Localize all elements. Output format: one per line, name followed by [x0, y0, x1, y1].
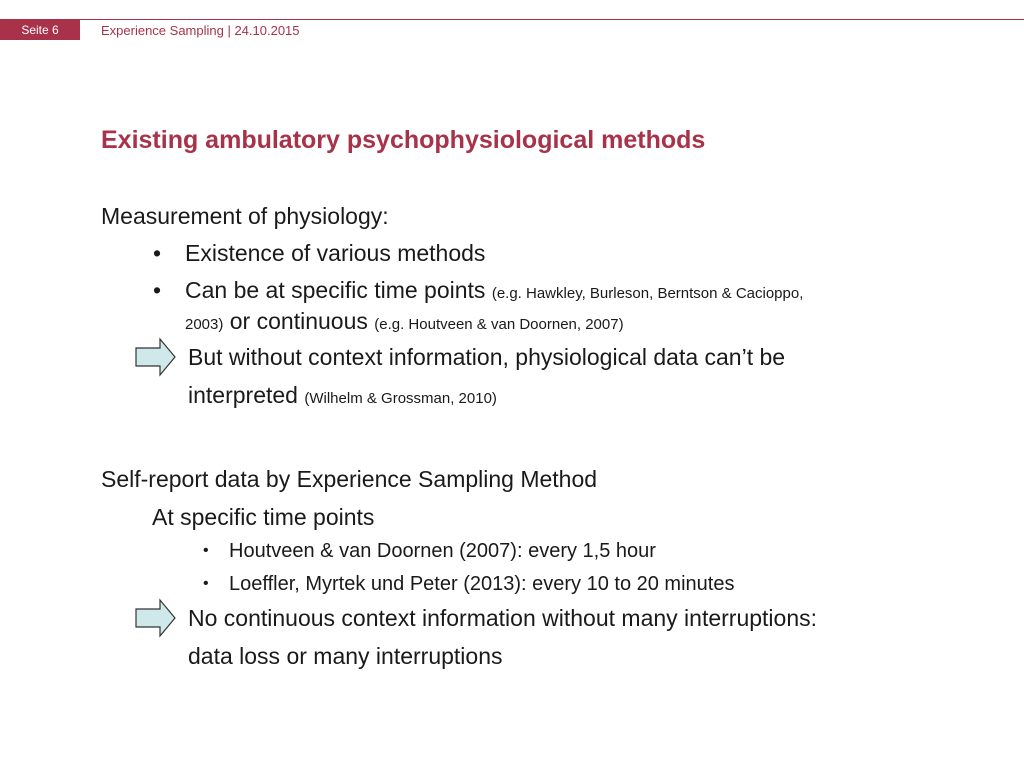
section1-bullet2-line2 [185, 307, 624, 339]
arrow-right-icon [135, 598, 177, 638]
header-rule [0, 19, 1024, 20]
header-title: Experience Sampling | 24.10.2015 [101, 23, 300, 38]
section1-heading: Measurement of physiology: [101, 203, 389, 229]
section1-bullet2-text: Can be at specific time points [185, 277, 492, 303]
slide-title: Existing ambulatory psychophysiological methods [101, 126, 706, 154]
section1-bullet2-line1 [185, 276, 803, 308]
bullet-dot: • [153, 277, 162, 303]
section1-conclusion-line1: But without context information, physiological data can’t be [188, 344, 786, 370]
section1-bullet2-citation: (e.g. Hawkley, Burleson, Berntson & Cacioppo, [491, 285, 804, 302]
arrow-right-icon [135, 337, 177, 377]
section2-heading: Self-report data by Experience Sampling Method [101, 466, 598, 492]
section2-conclusion-line1: No continuous context information without many interruptions: [188, 605, 817, 631]
bullet-dot: • [153, 240, 162, 266]
section1-conclusion-text: interpreted [188, 382, 305, 408]
section1-conclusion-citation: (Wilhelm & Grossman, 2010) [304, 390, 497, 407]
bullet-dot: • [203, 542, 209, 559]
section1-bullet2-text2: or continuous [223, 308, 375, 334]
page-number-badge: Seite 6 [0, 20, 80, 40]
section1-bullet2-citation2: (e.g. Houtveen & van Doornen, 2007) [374, 316, 624, 333]
bullet-dot: • [203, 575, 209, 592]
section1-conclusion-line2 [188, 381, 497, 413]
section2-bullet2: Loeffler, Myrtek und Peter (2013): every 10 to 20 minutes [229, 573, 735, 595]
section2-bullet1: Houtveen & van Doornen (2007): every 1,5 hour [229, 540, 656, 562]
section2-conclusion-line2: data loss or many interruptions [188, 643, 503, 669]
section1-bullet2-year: 2003) [185, 316, 224, 333]
section1-bullet1: Existence of various methods [185, 240, 486, 266]
section2-subheading: At specific time points [152, 504, 375, 530]
